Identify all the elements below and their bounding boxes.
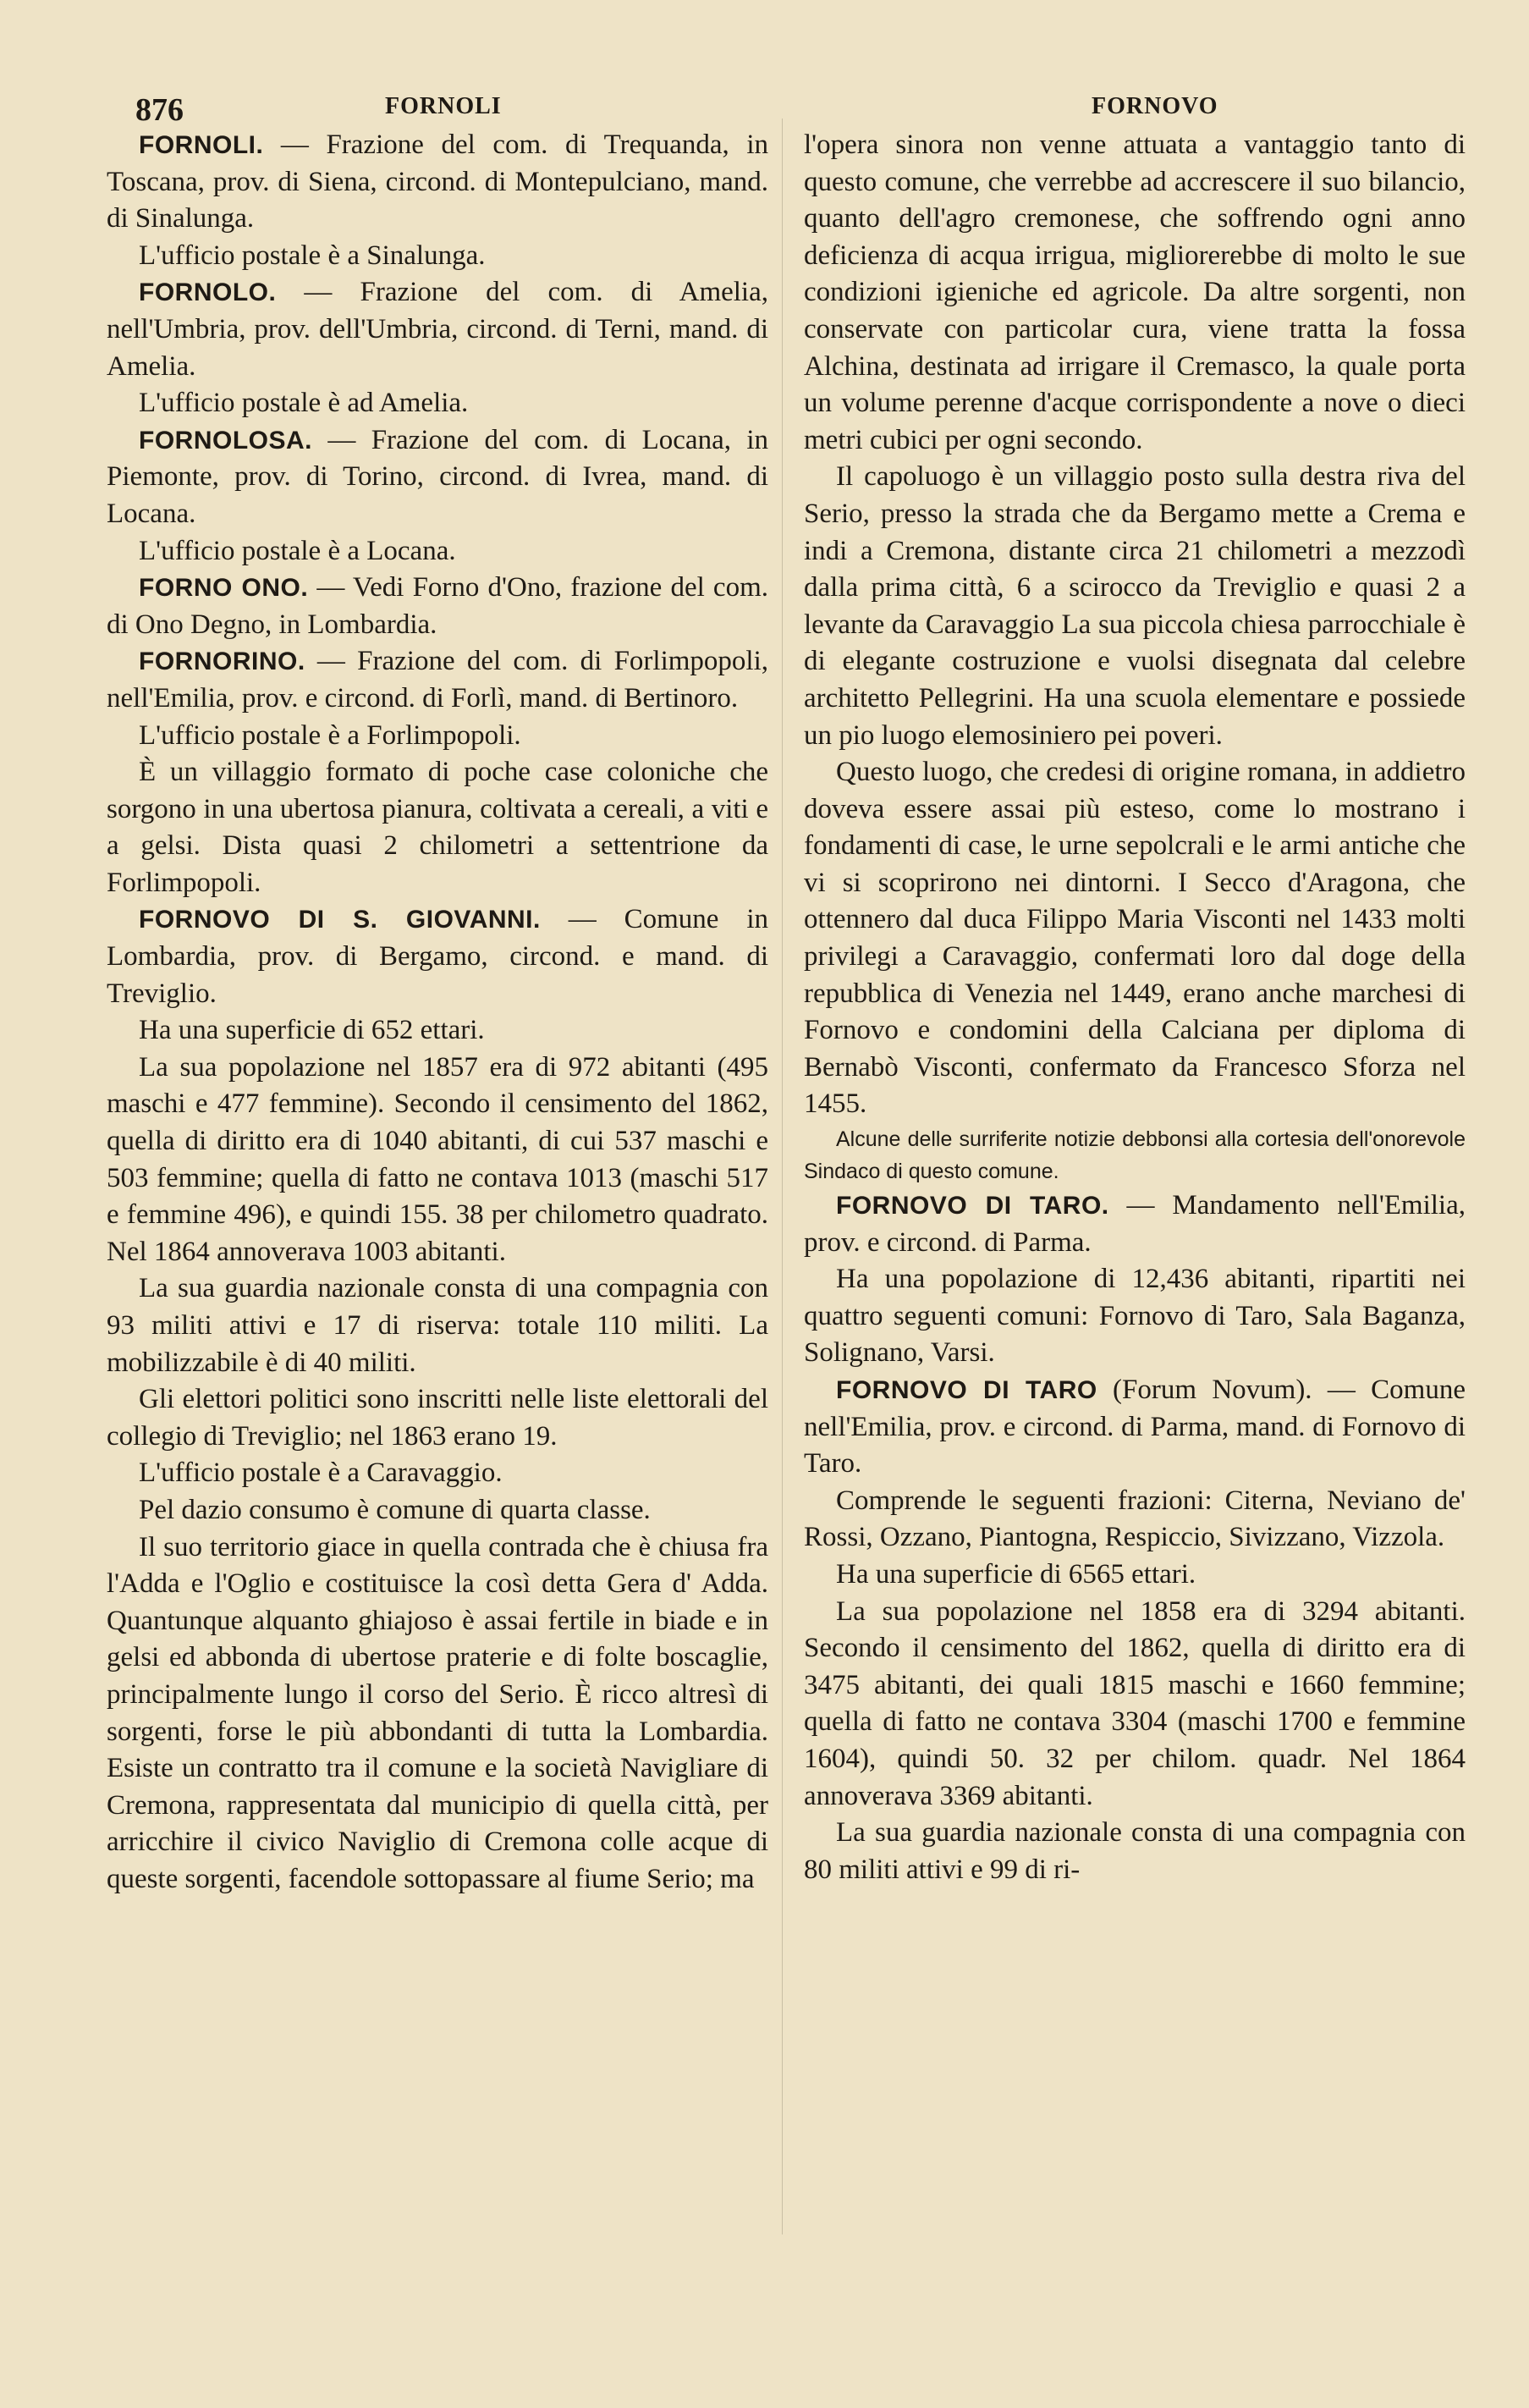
entry-text: La sua guardia nazionale consta di una compagnia con 80 militi attivi e 99 di ri- [804, 1817, 1466, 1885]
entry-text: L'ufficio postale è a Locana. [139, 535, 456, 566]
body-paragraph [107, 1381, 768, 1455]
entry-text: — Comune in Lombardia, prov. di Bergamo, circond. e mand. di Treviglio. [107, 904, 768, 1009]
entry-text: La sua popolazione nel 1858 era di 3294 abitanti. Secondo il censimento del 1862, quella di diritto era di 3475 abitanti, dei quali 1815 maschi e 1660 femmine; quella di fatto ne contava 3304 (maschi 1700 e femmine 1604), quindi 50. 32 per chilom. quadr. Nel 1864 annoverava 3369 abitanti. [804, 1595, 1466, 1811]
entry-paragraph [107, 422, 768, 533]
entry-text: Ha una popolazione di 12,436 abitanti, ripartiti nei quattro seguenti comuni: Fornovo di Taro, Sala Baganza, Solignano, Varsi. [804, 1264, 1466, 1369]
body-paragraph [804, 1261, 1466, 1372]
entry-headword: FORNOVO DI S. GIOVANNI. [139, 906, 541, 934]
body-paragraph [107, 1455, 768, 1492]
body-paragraph [107, 754, 768, 901]
entry-text: — Frazione del com. di Trequanda, in Toscana, prov. di Siena, circond. di Montepulciano, mand. di Sinalunga. [107, 129, 768, 234]
entry-paragraph [804, 1372, 1466, 1483]
entry-headword: FORNOVO DI TARO [836, 1376, 1097, 1404]
entry-headword: FORNOLI. [139, 131, 264, 159]
body-paragraph [107, 1050, 768, 1271]
body-paragraph [804, 1815, 1466, 1888]
body-paragraph [107, 238, 768, 275]
entry-text: Ha una superficie di 6565 ettari. [836, 1558, 1196, 1590]
body-paragraph [804, 754, 1466, 1123]
page-number: 876 [135, 92, 184, 128]
entry-text: — Frazione del com. di Amelia, nell'Umbria, prov. dell'Umbria, circond. di Terni, mand. di Amelia. [107, 277, 768, 382]
entry-text: Alcune delle surriferite notizie debbonsi alla cortesia dell'onorevole Sindaco di questo comune. [804, 1127, 1466, 1184]
entry-paragraph [804, 1187, 1466, 1261]
body-paragraph [804, 459, 1466, 754]
entry-text: L'ufficio postale è a Sinalunga. [139, 240, 486, 271]
body-paragraph [804, 1483, 1466, 1557]
entry-paragraph [107, 570, 768, 643]
entry-text: Ha una superficie di 652 ettari. [139, 1015, 485, 1046]
entry-headword: FORNOLO. [139, 278, 277, 307]
running-head-right: FORNOVO [1092, 93, 1218, 119]
body-paragraph [107, 1270, 768, 1381]
entry-text: L'ufficio postale è a Forlimpopoli. [139, 719, 521, 751]
body-paragraph [107, 718, 768, 755]
left-column [107, 127, 768, 1898]
entry-text: Il capoluogo è un villaggio posto sulla destra riva del Serio, presso la strada che da Bergamo mette a Crema e indi a Cremona, distante circa 21 chilometri a mezzodì dalla prima città, 6 a scirocco da Treviglio e quasi 2 a levante da Caravaggio La sua piccola chiesa parrocchiale è di elegante costruzione e vuolsi disegnata dal celebre architetto Pellegrini. Ha una scuola elementare e possiede un pio luogo elemosiniero pei poveri. [804, 461, 1466, 751]
entry-text: Questo luogo, che credesi di origine romana, in addietro doveva essere assai più esteso, come lo mostrano i fondamenti di case, le urne sepolcrali e le armi antiche che vi si scoprirono nei dintorni. I Secco d'Aragona, che ottennero dal duca Filippo Maria Visconti nel 1433 molti privilegi a Caravaggio, confermati loro dal doge della repubblica di Venezia nel 1449, erano anche marchesi di Fornovo e condomini della Calciana per diploma di Bernabò Visconti, confermato da Francesco Sforza nel 1455. [804, 757, 1466, 1120]
running-head-left: FORNOLI [385, 93, 502, 119]
entry-paragraph [107, 643, 768, 717]
entry-text: È un villaggio formato di poche case coloniche che sorgono in una ubertosa pianura, coltivata a cereali, a viti e a gelsi. Dista quasi 2 chilometri a settentrione da Forlimpopoli. [107, 757, 768, 898]
entry-paragraph [107, 274, 768, 385]
column-divider [782, 118, 783, 2234]
entry-text: La sua guardia nazionale consta di una compagnia con 93 militi attivi e 17 di riserva: totale 110 militi. La mobilizzabile è di 40 militi. [107, 1273, 768, 1378]
body-paragraph [107, 385, 768, 422]
footnote-paragraph [804, 1123, 1466, 1187]
entry-text: — Mandamento nell'Emilia, prov. e circond. di Parma. [804, 1190, 1466, 1258]
body-paragraph [804, 1594, 1466, 1816]
entry-headword: FORNO ONO. [139, 574, 309, 603]
body-paragraph [107, 1529, 768, 1898]
entry-text: L'ufficio postale è a Caravaggio. [139, 1457, 503, 1489]
entry-text: Pel dazio consumo è comune di quarta classe. [139, 1494, 651, 1525]
right-column [804, 127, 1466, 1888]
body-paragraph [107, 1012, 768, 1050]
entry-text: (Forum Novum). — Comune nell'Emilia, prov. e circond. di Parma, mand. di Fornovo di Taro. [804, 1375, 1466, 1480]
entry-text: — Vedi Forno d'Ono, frazione del com. di Ono Degno, in Lombardia. [107, 572, 768, 640]
entry-headword: FORNORINO. [139, 647, 305, 676]
entry-headword: FORNOLOSA. [139, 426, 312, 455]
entry-text: — Frazione del com. di Locana, in Piemonte, prov. di Torino, circond. di Ivrea, mand. di Locana. [107, 424, 768, 529]
entry-text: La sua popolazione nel 1857 era di 972 abitanti (495 maschi e 477 femmine). Secondo il censimento del 1862, quella di diritto era di 1040 abitanti, di cui 537 maschi e 503 femmine; quella di fatto ne contava 1013 (maschi 517 e femmine 496), e quindi 155. 38 per chilometro quadrato. Nel 1864 annoverava 1003 abitanti. [107, 1051, 768, 1267]
entry-paragraph [107, 127, 768, 238]
entry-text: Gli elettori politici sono inscritti nelle liste elettorali del collegio di Treviglio; nel 1863 erano 19. [107, 1384, 768, 1452]
body-paragraph [804, 1557, 1466, 1594]
entry-text: Comprende le seguenti frazioni: Citerna, Neviano de' Rossi, Ozzano, Piantogna, Respiccio, Sivizzano, Vizzola. [804, 1485, 1466, 1553]
entry-paragraph [107, 901, 768, 1012]
entry-headword: FORNOVO DI TARO. [836, 1192, 1109, 1221]
body-paragraph [107, 533, 768, 570]
body-paragraph [107, 1492, 768, 1529]
entry-text: — Frazione del com. di Forlimpopoli, nell'Emilia, prov. e circond. di Forlì, mand. di Bertinoro. [107, 646, 768, 714]
entry-text: Il suo territorio giace in quella contrada che è chiusa fra l'Adda e l'Oglio e costituisce la così detta Gera d' Adda. Quantunque alquanto ghiajoso è assai fertile in biade e in gelsi ed abbonda di ubertose praterie e di folte boscaglie, principalmente lungo il corso del Serio. È ricco altresì di sorgenti, forse le più abbondanti di tutta la Lombardia. Esiste un contratto tra il comune e la società Navigliare di Cremona, rappresentata dal municipio di quella città, per arricchire il civico Naviglio di Cremona colle acque di queste sorgenti, facendole sottopassare al fiume Serio; ma [107, 1531, 768, 1894]
entry-text: L'ufficio postale è ad Amelia. [139, 388, 469, 419]
body-paragraph [804, 127, 1466, 459]
entry-text: l'opera sinora non venne attuata a vantaggio tanto di questo comune, che verrebbe ad accrescere il suo bilancio, quanto dell'agro cremonese, che soffrendo ogni anno deficienza di acqua irrigua, migliorerebbe di molto le sue condizioni igieniche ed agricole. Da altre sorgenti, non conservate con particolar cura, viene tratta la fossa Alchina, destinata ad irrigare il Cremasco, la quale porta un volume perenne d'acque corrispondente a nove o dieci metri cubici per ogni secondo. [804, 129, 1466, 455]
